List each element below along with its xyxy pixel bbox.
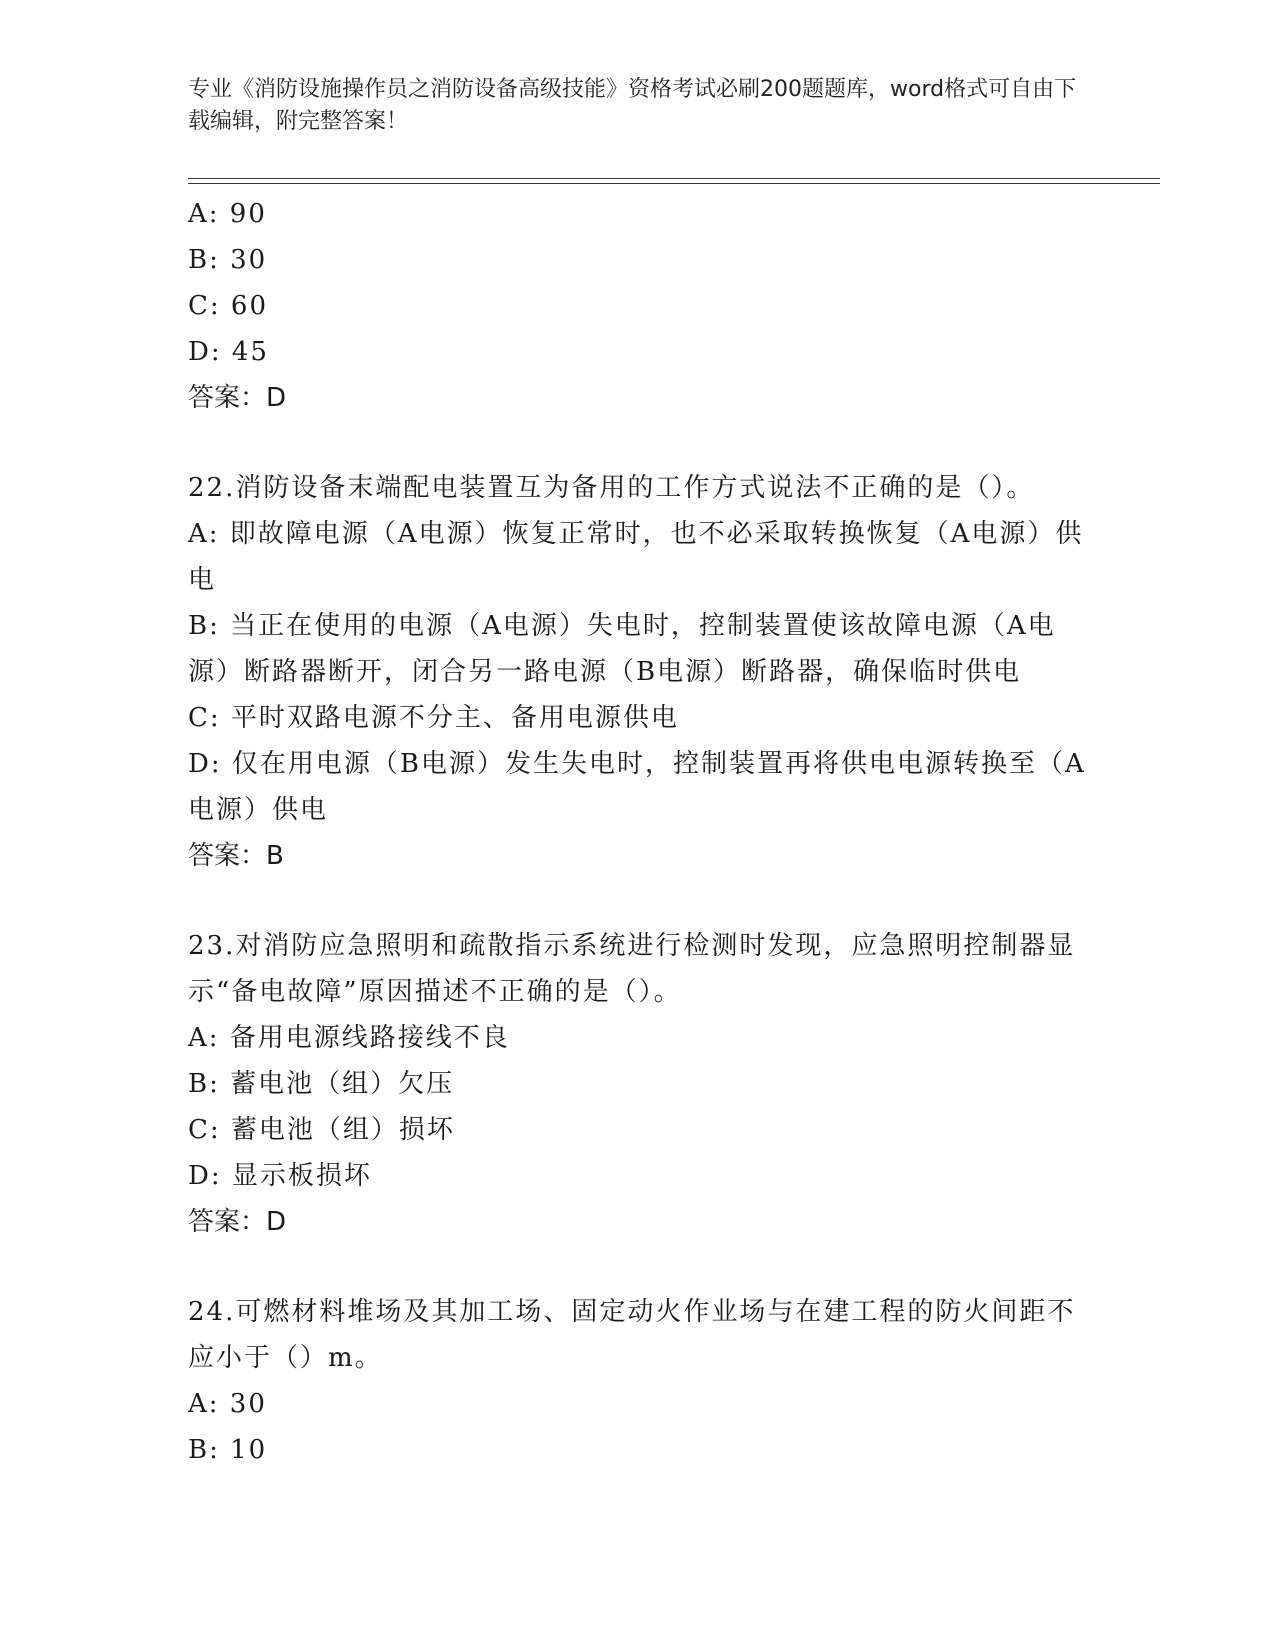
question-block-23 (188, 923, 1088, 1245)
option-a: A: 30 (188, 1389, 267, 1419)
document-body (188, 191, 1088, 1473)
document-header: 专业《消防设施操作员之消防设备高级技能》资格考试必刷200题题库，word格式可自由下载编辑，附完整答案！ (188, 77, 1077, 134)
option-a: A: 即故障电源（A电源）恢复正常时，也不必采取转换恢复（A电源）供电 (188, 519, 1084, 595)
header-rule-top (188, 178, 1160, 179)
question-stem: 23.对消防应急照明和疏散指示系统进行检测时发现，应急照明控制器显示“备电故障”原因描述不正确的是（）。 (188, 931, 1076, 1007)
question-block-22 (188, 465, 1088, 879)
option-c: C: 60 (188, 291, 269, 321)
answer-line: 答案：D (188, 383, 287, 413)
option-d: D: 45 (188, 337, 269, 367)
option-b: B: 当正在使用的电源（A电源）失电时，控制装置使该故障电源（A电源）断路器断开，闭合另一路电源（B电源）断路器，确保临时供电 (188, 611, 1056, 687)
option-c: C: 蓄电池（组）损坏 (188, 1115, 455, 1145)
question-block-21 (188, 191, 1088, 421)
question-block-24 (188, 1289, 1088, 1473)
option-c: C: 平时双路电源不分主、备用电源供电 (188, 703, 679, 733)
option-b: B: 蓄电池（组）欠压 (188, 1069, 455, 1099)
option-d: D: 显示板损坏 (188, 1161, 372, 1191)
question-spacer (188, 879, 1088, 923)
option-b: B: 10 (188, 1435, 268, 1465)
header-rule-bottom (188, 183, 1160, 184)
question-spacer (188, 1245, 1088, 1289)
option-a: A: 备用电源线路接线不良 (188, 1023, 510, 1053)
question-stem: 24.可燃材料堆场及其加工场、固定动火作业场与在建工程的防火间距不应小于（）m。 (188, 1297, 1076, 1373)
question-spacer (188, 421, 1088, 465)
option-a: A: 90 (188, 199, 267, 229)
answer-line: 答案：B (188, 841, 284, 871)
option-b: B: 30 (188, 245, 268, 275)
answer-line: 答案：D (188, 1207, 287, 1237)
question-stem: 22.消防设备末端配电装置互为备用的工作方式说法不正确的是（）。 (188, 473, 1035, 503)
option-d: D: 仅在用电源（B电源）发生失电时，控制装置再将供电电源转换至（A电源）供电 (188, 749, 1086, 825)
